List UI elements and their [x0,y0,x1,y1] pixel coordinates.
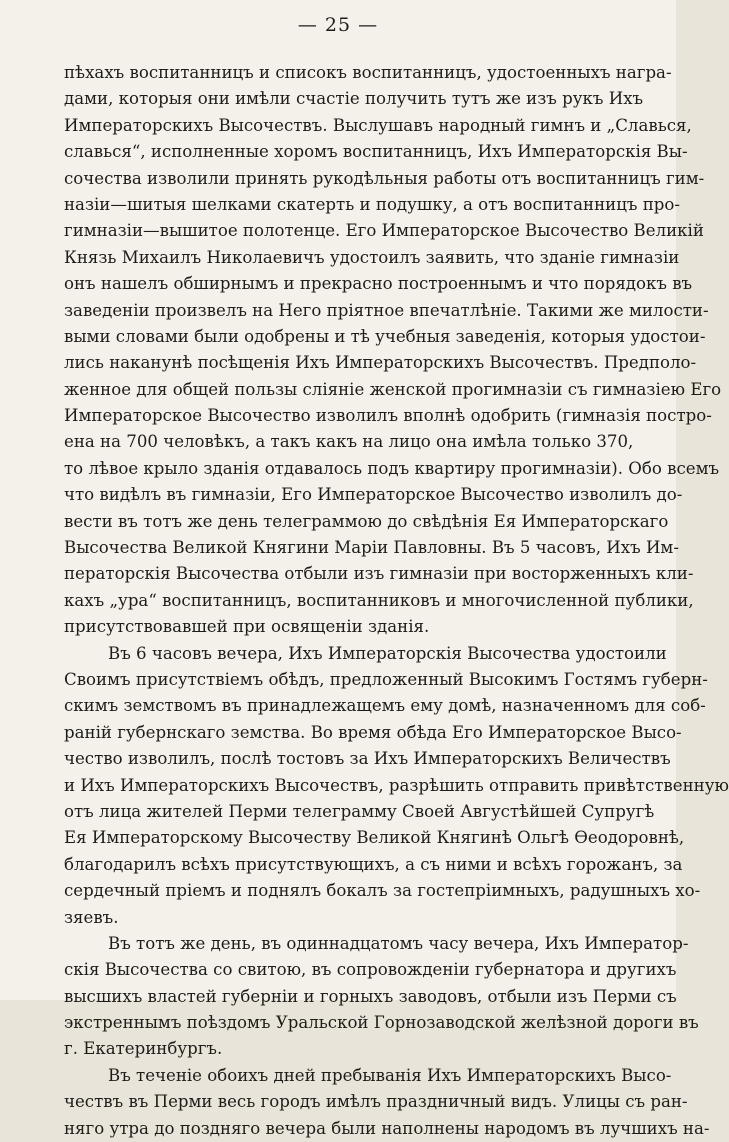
text-line: ена на 700 человѣкъ, а такъ какъ на лицо она имѣла только 370, [64,432,634,452]
text-line: благодарилъ всѣхъ присутствующихъ, а съ ними и всѣхъ горожанъ, за [64,854,683,874]
text-line: зяевъ. [64,907,119,927]
text-line: что видѣлъ въ гимназіи, Его Императорское Высочество изволилъ до- [64,485,683,505]
text-line: сердечный пріемъ и поднялъ бокалъ за гостепріимныхъ, радушныхъ хо- [64,881,701,901]
paragraph [64,1063,710,1142]
text-line: славься“, исполненные хоромъ воспитанницъ, Ихъ Императорскія Вы- [64,142,688,162]
text-line: сочества изволили принять рукодѣльныя работы отъ воспитанницъ гим- [64,168,705,188]
text-line: и Ихъ Императорскихъ Высочествъ, разрѣшить отправить привѣтственную [64,775,729,795]
text-line: Высочества Великой Княгини Маріи Павловны. Въ 5 часовъ, Ихъ Им- [64,538,679,558]
text-line: Императорское Высочество изволилъ вполнѣ одобрить (гимназія постро- [64,406,712,426]
text-line: то лѣвое крыло зданія отдавалось подъ квартиру прогимназіи). Обо всемъ [64,458,720,478]
text-line: няго утра до поздняго вечера были наполнены народомъ въ лучшихъ на- [64,1118,710,1138]
text-line: Императорскихъ Высочествъ. Выслушавъ народный гимнъ и „Славься, [64,115,692,135]
text-line: раній губернскаго земства. Во время обѣда Его Императорское Высо- [64,722,682,742]
paragraph [64,641,729,931]
text-line: чествъ въ Перми весь городъ имѣлъ праздничный видъ. Улицы съ ран- [64,1092,688,1112]
text-line: дами, которыя они имѣли счастіе получить тутъ же изъ рукъ Ихъ [64,89,644,109]
text-line: Ея Императорскому Высочеству Великой Княгинѣ Ольгѣ Ѳеодоровнѣ, [64,828,685,848]
paragraph [64,931,699,1063]
text-line: Въ тотъ же день, въ одиннадцатомъ часу вечера, Ихъ Император- [108,933,689,953]
body-text [64,60,729,1142]
text-line: г. Екатеринбургъ. [64,1039,223,1059]
text-line: отъ лица жителей Перми телеграмму Своей Августѣйшей Супругѣ [64,801,655,821]
text-line: кахъ „ура“ воспитанницъ, воспитанниковъ и многочисленной публики, [64,590,694,610]
text-line: Въ теченіе обоихъ дней пребыванія Ихъ Императорскихъ Высо- [108,1065,672,1085]
text-line: экстреннымъ поѣздомъ Уральской Горнозаводской желѣзной дороги въ [64,1013,699,1033]
text-line: Князь Михаилъ Николаевичъ удостоилъ заявить, что зданіе гимназіи [64,247,680,267]
text-line: заведеніи произвелъ на Него пріятное впечатлѣніе. Такими же милости- [64,300,709,320]
text-line: скимъ земствомъ въ принадлежащемъ ему домѣ, назначенномъ для соб- [64,696,706,716]
text-line: вести въ тотъ же день телеграммою до свѣдѣнія Ея Императорскаго [64,511,669,531]
text-line: ператорскія Высочества отбыли изъ гимназіи при восторженныхъ кли- [64,564,694,584]
text-line: онъ нашелъ обширнымъ и прекрасно построеннымъ и что порядокъ въ [64,274,693,294]
text-line: гимназіи—вышитое полотенце. Его Императорское Высочество Великій [64,221,704,241]
text-line: чество изволилъ, послѣ тостовъ за Ихъ Императорскихъ Величествъ [64,749,671,769]
text-line: выми словами были одобрены и тѣ учебныя заведенія, которыя удостои- [64,326,706,346]
page-number: — 25 — [297,14,379,36]
text-line: высшихъ властей губерніи и горныхъ заводовъ, отбыли изъ Перми съ [64,986,677,1006]
text-line: лись наканунѣ посѣщенія Ихъ Императорскихъ Высочествъ. Предполо- [64,353,697,373]
paragraph [64,60,722,641]
text-line: присутствовавшей при освященіи зданія. [64,617,430,637]
text-line: Въ 6 часовъ вечера, Ихъ Императорскія Высочества удостоили [108,643,667,663]
text-line: женное для общей пользы сліяніе женской прогимназіи съ гимназіею Его [64,379,722,399]
text-line: назіи—шитыя шелками скатерть и подушку, а отъ воспитанницъ про- [64,194,680,214]
text-line: Своимъ присутствіемъ обѣдъ, предложенный Высокимъ Гостямъ губерн- [64,669,708,689]
text-line: пѣхахъ воспитанницъ и списокъ воспитанницъ, удостоенныхъ награ- [64,63,672,82]
text-line: скія Высочества со свитою, въ сопровожденіи губернатора и другихъ [64,960,677,980]
